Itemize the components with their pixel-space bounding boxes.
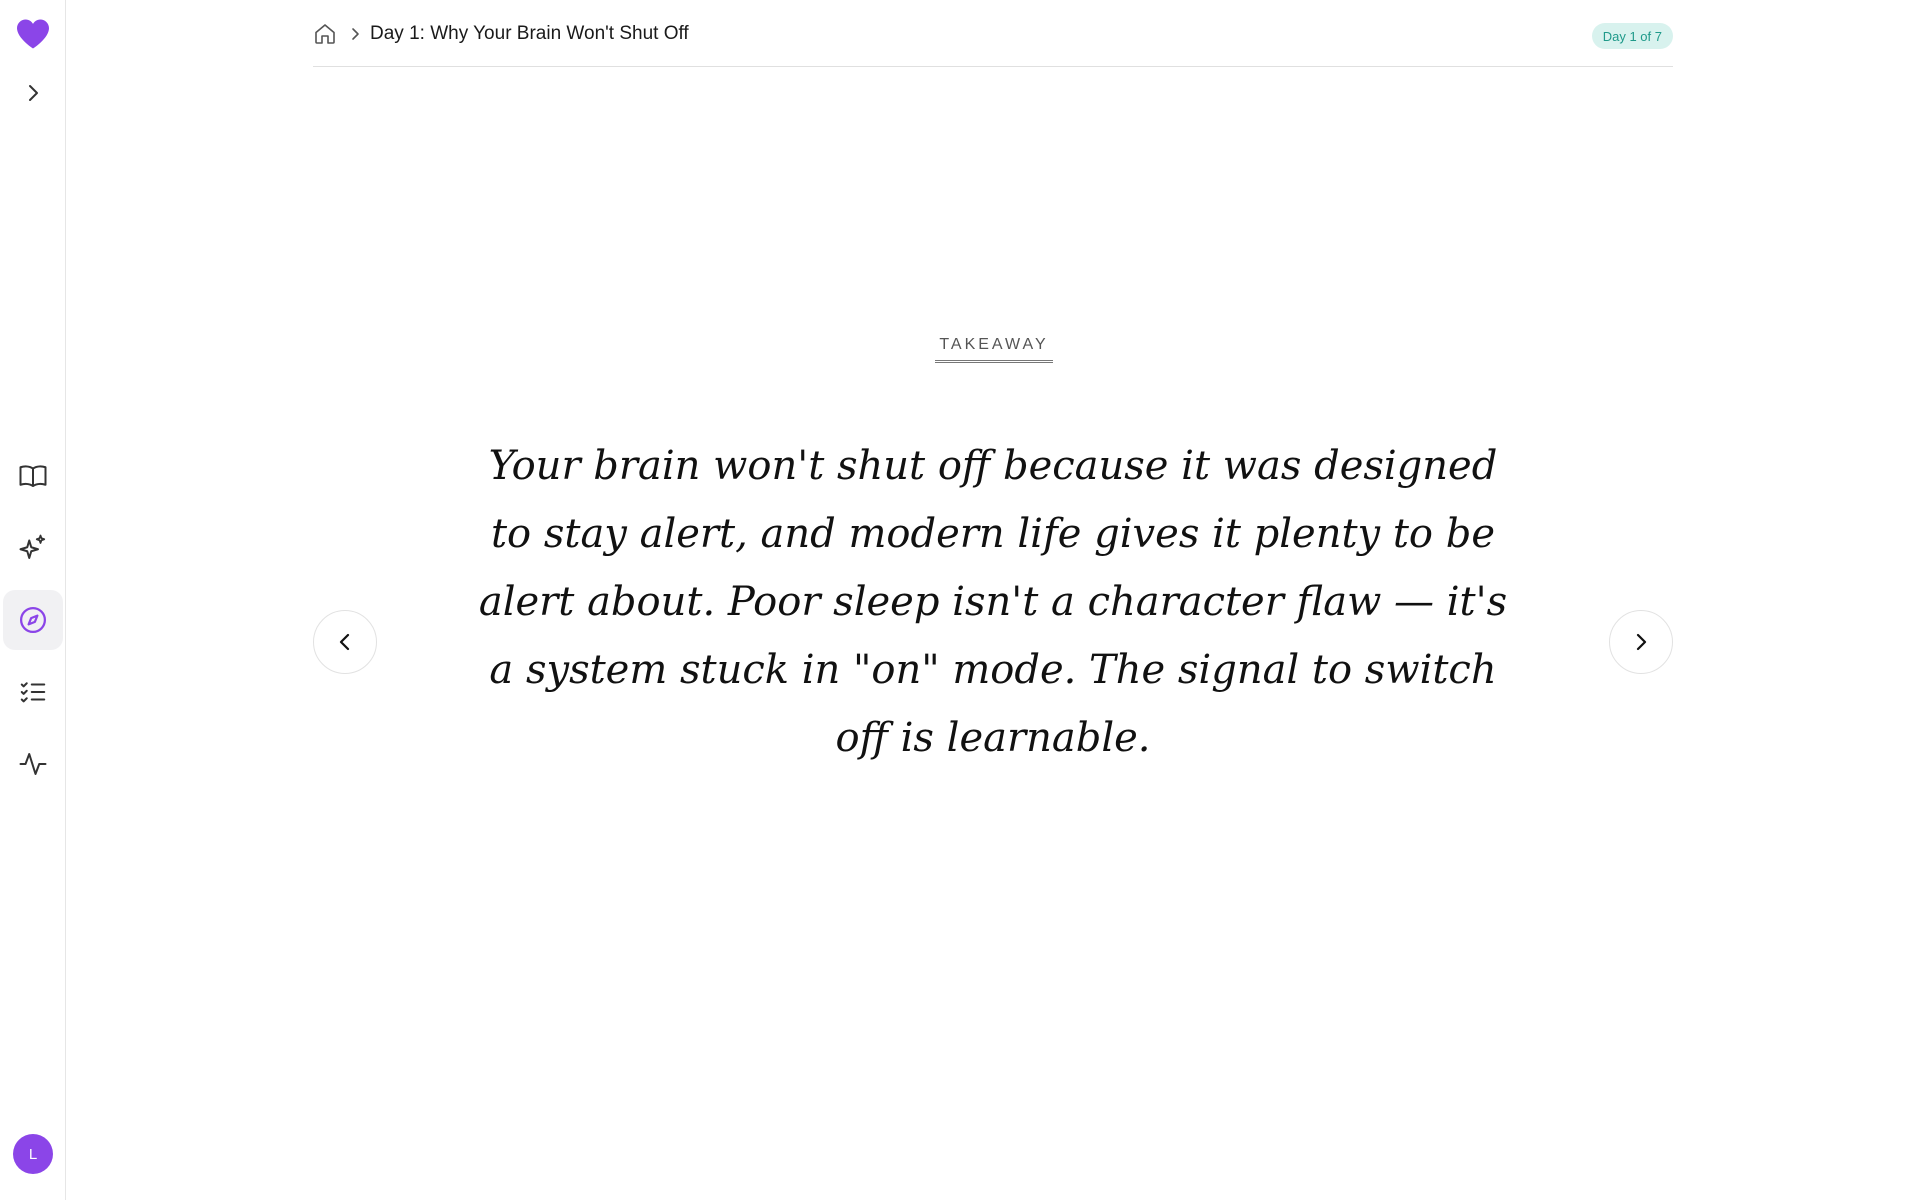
expand-sidebar-button[interactable] [18,78,48,108]
sidebar-item-ai[interactable] [3,518,63,578]
home-icon[interactable] [313,22,337,46]
takeaway-quote: Your brain won't shut off because it was designed to stay alert, and modern life gives it plenty to be alert about. Poor sleep isn't a character flaw — it's a system stuck in "on" mode. The signal to switch off is learnable. [478,443,1508,761]
sidebar [0,0,66,1200]
next-button[interactable] [1609,610,1673,674]
sidebar-item-library[interactable] [3,446,63,506]
chevron-left-icon [333,630,357,654]
breadcrumb [313,0,1673,67]
compass-icon [18,605,48,635]
activity-icon [18,749,48,779]
chevron-right-icon [1629,630,1653,654]
book-open-icon [18,461,48,491]
breadcrumb-current: Day 1: Why Your Brain Won't Shut Off [370,23,689,44]
sidebar-item-explore[interactable] [3,590,63,650]
sparkles-icon [18,533,48,563]
day-progress-badge: Day 1 of 7 [1592,23,1673,49]
sidebar-item-tasks[interactable] [3,662,63,722]
checklist-icon [18,677,48,707]
chevron-right-icon [21,81,45,105]
avatar[interactable]: L [13,1134,53,1174]
chevron-right-icon [347,26,363,42]
heart-logo-icon[interactable] [15,18,51,50]
previous-button[interactable] [313,610,377,674]
section-label: TAKEAWAY [935,336,1053,363]
sidebar-item-activity[interactable] [3,734,63,794]
